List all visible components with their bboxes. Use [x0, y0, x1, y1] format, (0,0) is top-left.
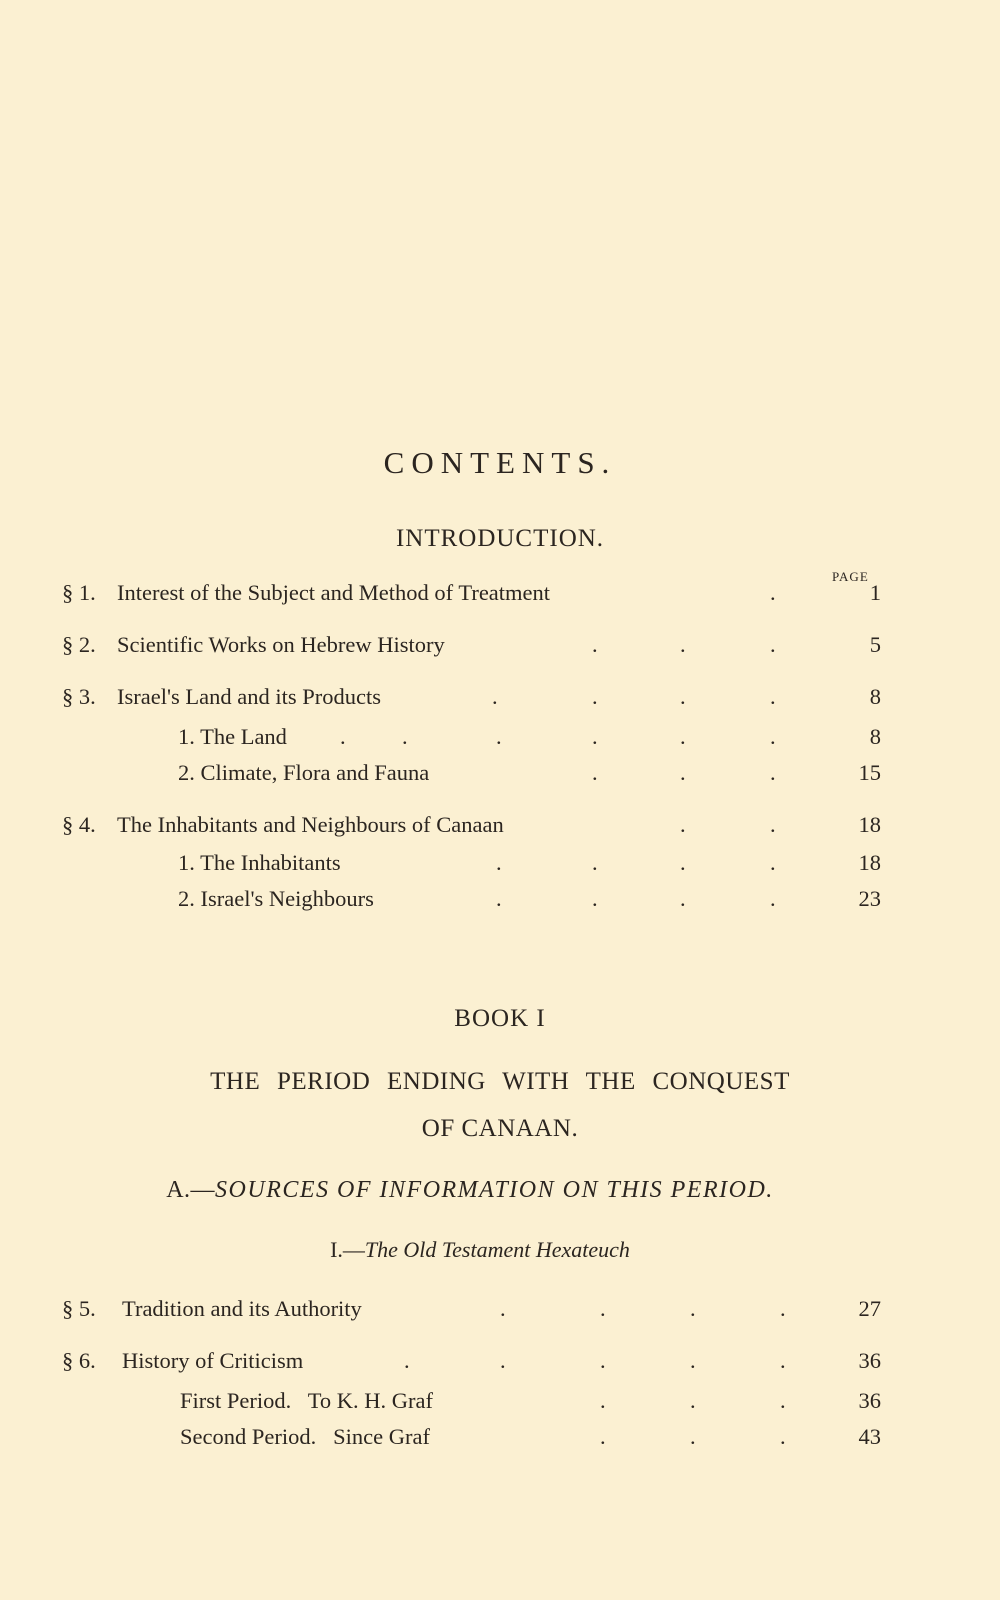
entry-label: Second Period. Since Graf — [180, 1424, 430, 1449]
toc-entry: § 2. Scientific Works on Hebrew History . . . 5 — [62, 632, 881, 657]
entry-page: 1 — [869, 580, 881, 605]
contents-title: CONTENTS. — [383, 445, 617, 480]
section-number: § 1. — [62, 580, 96, 605]
entry-label: First Period. To K. H. Graf — [180, 1388, 433, 1413]
entry-label: Tradition and its Authority — [122, 1296, 362, 1321]
sources-prefix: A.— — [166, 1177, 216, 1203]
section-number: § 4. — [62, 812, 96, 837]
page-column-header: PAGE — [832, 569, 869, 584]
hexateuch-title: The Old Testament Hexateuch — [364, 1237, 630, 1262]
entry-page: 8 — [869, 724, 881, 749]
toc-entry: § 6. History of Criticism . . . . . 36 — [62, 1348, 881, 1373]
toc-subentry: First Period. To K. H. Graf . . . 36 — [180, 1388, 881, 1413]
section-number: § 3. — [62, 684, 96, 709]
sources-heading — [0, 1177, 970, 1204]
entry-label: 2. Climate, Flora and Fauna — [178, 760, 430, 785]
toc-entry: § 3. Israel's Land and its Products . . . . 8 — [62, 684, 881, 709]
entry-label: The Inhabitants and Neighbours of Canaan — [117, 812, 504, 837]
hexateuch-prefix: I.— — [330, 1237, 365, 1262]
entry-page: 36 — [858, 1388, 881, 1413]
toc-subentry: Second Period. Since Graf . . . 43 — [180, 1424, 881, 1449]
entry-label: 1. The Inhabitants — [178, 850, 341, 875]
introduction-heading: INTRODUCTION. — [395, 525, 605, 552]
entry-page: 8 — [869, 684, 881, 709]
hexateuch-heading — [0, 1237, 980, 1263]
section-number: § 5. — [62, 1296, 96, 1321]
entry-page: 36 — [858, 1348, 881, 1373]
toc-entry: § 5. Tradition and its Authority . . . . 27 — [62, 1296, 881, 1321]
toc-entry: § 1. Interest of the Subject and Method of Treatment . 1 — [62, 580, 881, 605]
section-number: § 6. — [62, 1348, 96, 1373]
book-heading: BOOK I — [454, 1005, 546, 1032]
entry-label: 1. The Land — [178, 724, 287, 749]
period-heading-line2: OF CANAAN. — [421, 1115, 579, 1142]
entry-page: 23 — [858, 886, 881, 911]
toc-subentry: 2. Climate, Flora and Fauna . . . 15 — [178, 760, 881, 785]
entry-label: Scientific Works on Hebrew History — [117, 632, 445, 657]
toc-subentry: 2. Israel's Neighbours . . . . 23 — [178, 886, 881, 911]
entry-label: Interest of the Subject and Method of Treatment — [117, 580, 551, 605]
period-heading-line1: THE PERIOD ENDING WITH THE CONQUEST — [210, 1068, 790, 1095]
entry-page: 18 — [858, 812, 881, 837]
entry-label: Israel's Land and its Products — [117, 684, 382, 709]
toc-entry: § 4. The Inhabitants and Neighbours of Canaan . . 18 — [62, 812, 881, 837]
entry-page: 27 — [858, 1296, 881, 1321]
entry-page: 18 — [858, 850, 881, 875]
section-number: § 2. — [62, 632, 96, 657]
toc-subentry: 1. The Land . . . . . . 8 — [178, 724, 881, 749]
entry-label: 2. Israel's Neighbours — [178, 886, 374, 911]
entry-page: 43 — [858, 1424, 881, 1449]
entry-page: 15 — [858, 760, 881, 785]
toc-subentry: 1. The Inhabitants . . . . 18 — [178, 850, 881, 875]
entry-page: 5 — [869, 632, 881, 657]
entry-label: History of Criticism — [122, 1348, 304, 1373]
sources-title: SOURCES OF INFORMATION ON THIS PERIOD. — [215, 1177, 774, 1203]
